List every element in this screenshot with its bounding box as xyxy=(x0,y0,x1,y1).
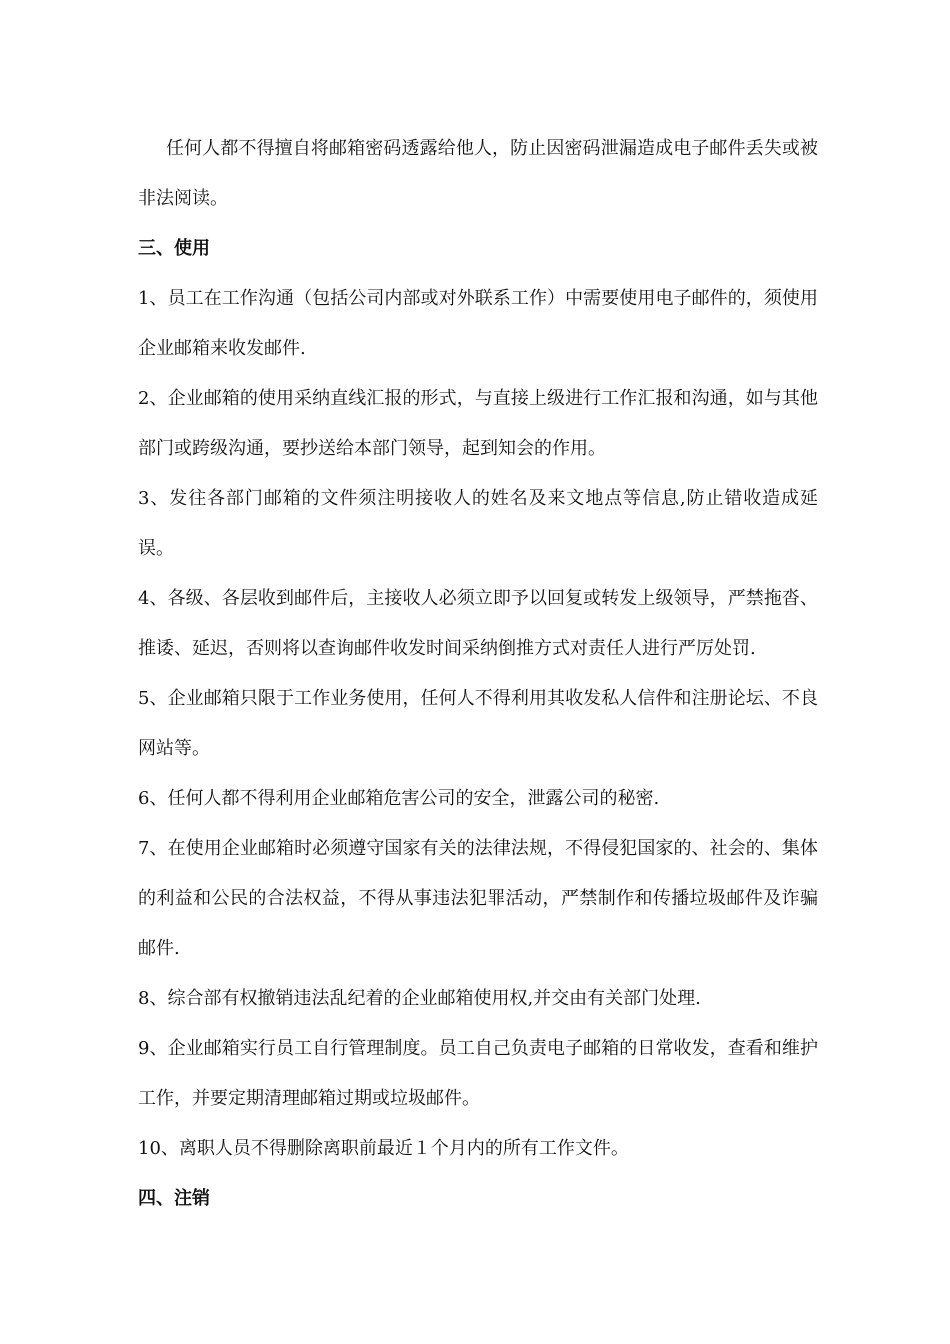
document-body xyxy=(138,124,818,1224)
usage-item-6: 6、任何人都不得利用企业邮箱危害公司的安全，泄露公司的秘密. xyxy=(138,788,660,809)
usage-item-4: 4、各级、各层收到邮件后，主接收人必须立即予以回复或转发上级领导，严禁拖沓、推诿、延迟，否则将以查询邮件收发时间采纳倒推方式对责任人进行严厉处罚. xyxy=(138,588,818,659)
usage-item-8: 8、综合部有权撤销违法乱纪着的企业邮箱使用权,并交由有关部门处理. xyxy=(138,988,701,1009)
section-heading-usage: 三、使用 xyxy=(138,238,210,259)
usage-item-7: 7、在使用企业邮箱时必须遵守国家有关的法律法规，不得侵犯国家的、社会的、集体的利益和公民的合法权益，不得从事违法犯罪活动，严禁制作和传播垃圾邮件及诈骗邮件. xyxy=(138,838,818,959)
usage-item-1: 1、员工在工作沟通（包括公司内部或对外联系工作）中需要使用电子邮件的，须使用企业邮箱来收发邮件. xyxy=(138,288,818,359)
usage-item-5: 5、企业邮箱只限于工作业务使用，任何人不得利用其收发私人信件和注册论坛、不良网站等。 xyxy=(138,688,818,759)
usage-item-9: 9、企业邮箱实行员工自行管理制度。员工自己负责电子邮箱的日常收发，查看和维护工作，并要定期清理邮箱过期或垃圾邮件。 xyxy=(138,1038,818,1109)
usage-item-10: 10、离职人员不得删除离职前最近１个月内的所有工作文件。 xyxy=(138,1138,629,1159)
intro-paragraph: 任何人都不得擅自将邮箱密码透露给他人，防止因密码泄漏造成电子邮件丢失或被非法阅读。 xyxy=(138,138,818,209)
usage-item-3: 3、发往各部门邮箱的文件须注明接收人的姓名及来文地点等信息,防止错收造成延误。 xyxy=(138,488,818,559)
usage-item-2: 2、企业邮箱的使用采纳直线汇报的形式，与直接上级进行工作汇报和沟通，如与其他部门或跨级沟通，要抄送给本部门领导，起到知会的作用。 xyxy=(138,388,818,459)
section-heading-cancellation: 四、注销 xyxy=(138,1188,210,1209)
